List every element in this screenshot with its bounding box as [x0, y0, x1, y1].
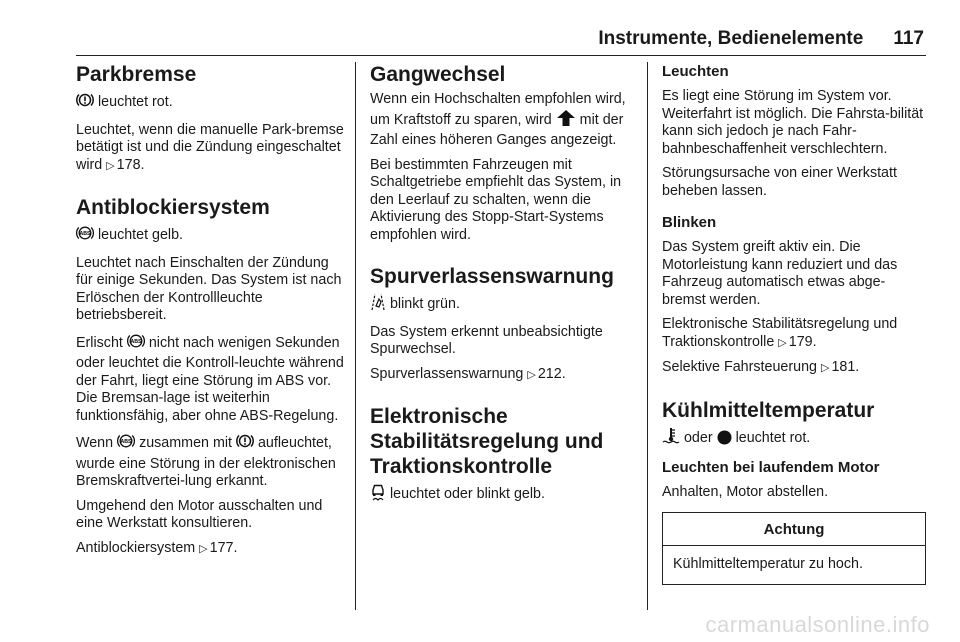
brake-warning-icon: [236, 432, 254, 456]
paragraph: Wenn ABS zusammen mit aufleuchtet, wurde eine Störung in der elektronischen Bremskraftvertei-lung erkannt.: [76, 432, 344, 491]
column-middle: [370, 62, 636, 514]
brake-warning-icon: [76, 91, 94, 115]
page-number: 117: [893, 28, 924, 49]
heading-abs: Antiblockiersystem: [76, 196, 270, 219]
paragraph: Das System greift aktiv ein. Die Motorleistung kann reduziert und das Fahrzeug automatisch etwas abge-bremst werden.: [662, 239, 898, 308]
paragraph: Es liegt eine Störung im System vor. Weiterfahrt ist möglich. Die Fahrsta-bilität kann sich jedoch je nach Fahr-bahnbeschaffenheit verschlechtern.: [662, 88, 924, 157]
svg-text:ABS: ABS: [130, 338, 142, 345]
header-divider: [76, 55, 926, 56]
paragraph: leuchtet oder blinkt gelb.: [370, 483, 636, 507]
paragraph: leuchtet rot.: [76, 91, 344, 115]
lane-departure-icon: [370, 293, 386, 317]
coolant-temp-icon: [662, 427, 680, 451]
paragraph: Störungsursache von einer Werkstatt beheben lassen.: [662, 165, 897, 199]
filled-dot-icon: [717, 430, 732, 451]
arrow-right-outline-icon: ▷: [527, 368, 536, 381]
abs-icon: [127, 332, 145, 356]
arrow-right-outline-icon: ▷: [199, 542, 208, 555]
upshift-arrow-icon: [556, 109, 576, 133]
heading-parkbremse: Parkbremse: [76, 63, 197, 86]
column-divider: [647, 62, 648, 610]
abs-icon: [76, 224, 94, 248]
paragraph: Selektive Fahrsteuerung ▷ 181.: [662, 359, 860, 375]
watermark: carmanualsonline.info: [705, 612, 930, 637]
paragraph: Das System erkennt unbeabsichtigte Spurwechsel.: [370, 323, 603, 357]
column-right: [662, 62, 926, 585]
arrow-right-outline-icon: ▷: [106, 159, 115, 172]
paragraph: Erlischt ABS nicht nach wenigen Sekunden oder leuchtet die Kontroll-leuchte während der Fahrt, liegt eine Störung im ABS vor. Die Bremsan-lage ist weiterhin funktionsfähig, aber ohne ABS-Regelung.: [76, 332, 344, 426]
column-left: [76, 62, 344, 565]
page-header: [520, 28, 924, 50]
column-divider: [355, 62, 356, 610]
caution-text: Kühlmitteltemperatur zu hoch.: [673, 555, 863, 572]
subheading-laufender-motor: Leuchten bei laufendem Motor: [662, 459, 880, 476]
heading-gangwechsel: Gangwechsel: [370, 63, 506, 86]
paragraph: ABS leuchtet gelb.: [76, 224, 344, 248]
paragraph: Umgehend den Motor ausschalten und eine Werkstatt konsultieren.: [76, 497, 323, 531]
paragraph: Spurverlassenswarnung ▷ 212.: [370, 365, 566, 382]
paragraph: Anhalten, Motor abstellen.: [662, 484, 829, 500]
heading-blinken: Blinken: [662, 214, 717, 231]
paragraph: Wenn ein Hochschalten empfohlen wird, um Kraftstoff zu sparen, wird mit der Zahl eines höheren Ganges angezeigt.: [370, 91, 626, 148]
paragraph: Elektronische Stabilitätsregelung und Traktionskontrolle ▷ 179.: [662, 316, 898, 350]
heading-leuchten: Leuchten: [662, 63, 729, 80]
arrow-right-outline-icon: ▷: [820, 362, 830, 374]
caution-box: [662, 512, 926, 585]
paragraph: Leuchtet nach Einschalten der Zündung für einige Sekunden. Das System ist nach Erlöschen der Kontrollleuchte betriebsbereit.: [76, 254, 342, 323]
heading-kuehlmitteltemperatur: Kühlmitteltemperatur: [662, 398, 875, 422]
heading-esp: Elektronische Stabilitätsregelung und Traktionskontrolle: [370, 405, 604, 478]
skid-car-icon: [370, 483, 386, 507]
svg-text:ABS: ABS: [79, 231, 91, 237]
abs-icon: [117, 432, 135, 456]
paragraph: oder leuchtet rot.: [662, 427, 926, 451]
paragraph: Antiblockiersystem ▷ 177.: [76, 539, 238, 556]
svg-text:ABS: ABS: [120, 439, 132, 445]
arrow-right-outline-icon: ▷: [778, 336, 787, 349]
paragraph: blinkt grün.: [370, 293, 636, 317]
paragraph: Leuchtet, wenn die manuelle Park-bremse betätigt ist und die Zündung eingeschaltet wird ▷ 178.: [76, 121, 344, 173]
paragraph: Bei bestimmten Fahrzeugen mit Schaltgetriebe empfiehlt das System, in den Leerlauf zu schalten, wenn die Aktivierung des Stopp-Start-Systems empfohlen wird.: [370, 156, 622, 243]
section-title: Instrumente, Bedienelemente: [598, 28, 864, 49]
heading-spurverlassenswarnung: Spurverlassenswarnung: [370, 265, 614, 288]
caution-title: Achtung: [663, 513, 925, 546]
